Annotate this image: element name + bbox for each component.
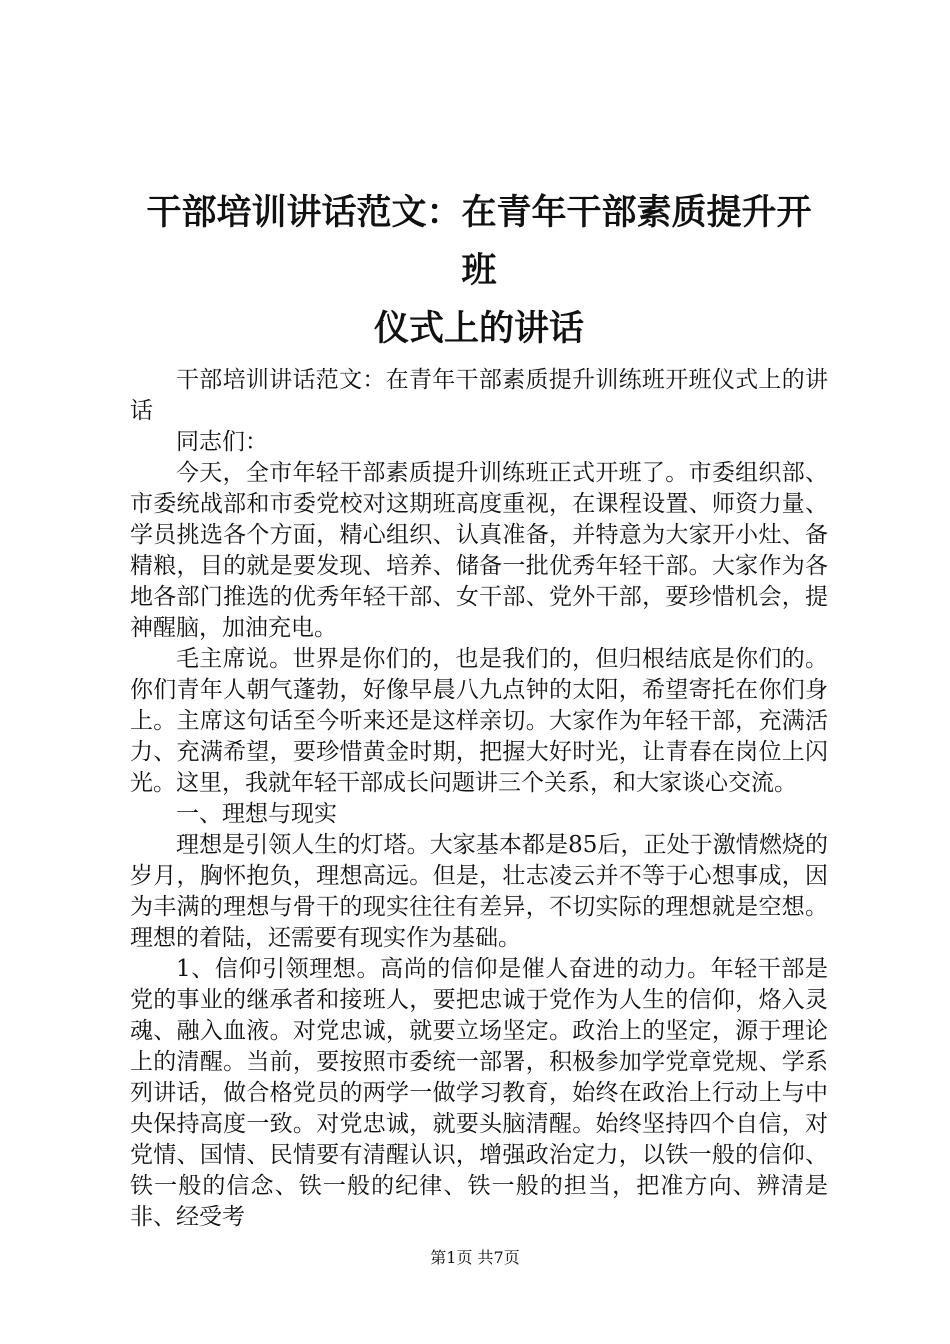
document-body	[130, 365, 828, 1233]
page-footer: 第1页 共7页	[430, 1248, 520, 1267]
title-line-1: 干部培训讲话范文：在青年干部素质提升开班	[146, 192, 812, 291]
body-paragraph: 1、信仰引领理想。高尚的信仰是催人奋进的动力。年轻干部是党的事业的继承者和接班人，要把忠诚于党作为人生的信仰，烙入灵魂、融入血液。对党忠诚，就要立场坚定。政治上的坚定，源于理论上的清醒。当前，要按照市委统一部署，积极参加学党章党规、学系列讲话，做合格党员的两学一做学习教育，始终在政治上行动上与中央保持高度一致。对党忠诚，就要头脑清醒。始终坚持四个自信，对党情、国情、民情要有清醒认识，增强政治定力，以铁一般的信仰、铁一般的信念、铁一般的纪律、铁一般的担当，把准方向、辨清是非、经受考	[130, 956, 828, 1230]
document-title	[130, 0, 828, 358]
salutation: 同志们：	[176, 429, 268, 455]
body-paragraph: 今天，全市年轻干部素质提升训练班正式开班了。市委组织部、市委统战部和市委党校对这期班高度重视，在课程设置、师资力量、学员挑选各个方面，精心组织、认真准备，并特意为大家开小灶、备精粮，目的就是要发现、培养、储备一批优秀年轻干部。大家作为各地各部门推选的优秀年轻干部、女干部、党外干部，要珍惜机会，提神醒脑，加油充电。	[130, 460, 828, 641]
section-heading: 一、理想与现实	[176, 801, 337, 827]
body-paragraph: 理想是引领人生的灯塔。大家基本都是85后，正处于激情燃烧的岁月，胸怀抱负，理想高远。但是，壮志凌云并不等于心想事成，因为丰满的理想与骨干的现实往往有差异，不切实际的理想就是空想。理想的着陆，还需要有现实作为基础。	[130, 832, 828, 951]
title-line-2: 仪式上的讲话	[373, 308, 584, 349]
body-paragraph: 毛主席说。世界是你们的，也是我们的，但归根结底是你们的。你们青年人朝气蓬勃，好像早晨八九点钟的太阳，希望寄托在你们身上。主席这句话至今听来还是这样亲切。大家作为年轻干部，充满活力、充满希望，要珍惜黄金时期，把握大好时光，让青春在岗位上闪光。这里，我就年轻干部成长问题讲三个关系，和大家谈心交流。	[130, 646, 828, 796]
subtitle-paragraph: 干部培训讲话范文：在青年干部素质提升训练班开班仪式上的讲话	[130, 367, 828, 424]
